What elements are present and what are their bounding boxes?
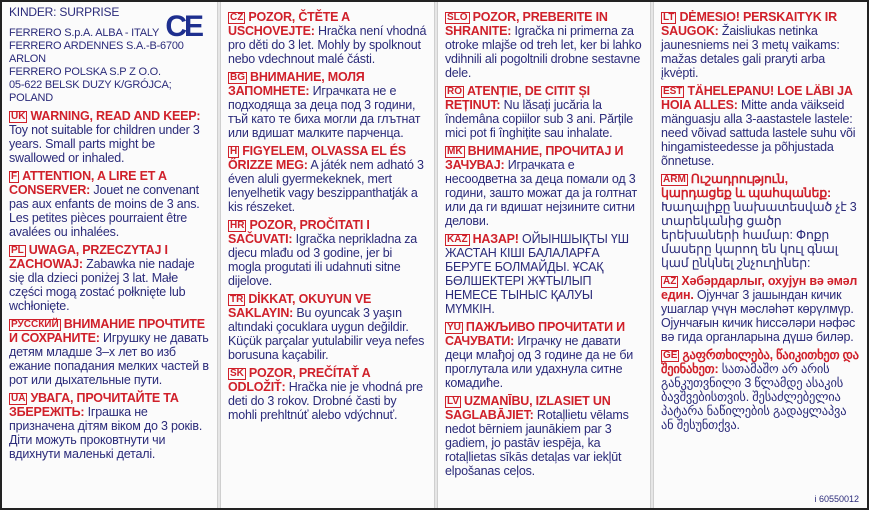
address-line: 05-622 BELSK DUZY K/GRÓJCA; POLAND — [9, 79, 172, 104]
warning-paragraph — [9, 109, 211, 165]
warning-block — [9, 243, 211, 313]
warning-title: UWAGA, PRZECZYTAJ I ZACHOWAJ: — [9, 243, 168, 271]
warning-paragraph — [445, 10, 644, 80]
language-code-badge: KAZ — [447, 234, 468, 245]
warning-paragraph — [445, 394, 644, 478]
warning-paragraph — [228, 10, 428, 66]
language-code-badge: ARM — [663, 174, 686, 185]
warning-title: POZOR, ČTĚTE A USCHOVEJTE: — [228, 10, 350, 38]
warning-block — [228, 366, 428, 422]
warning-paragraph — [228, 366, 428, 422]
warning-title: Хәбәрдарлыг, охујун вә әмәл един. — [661, 274, 858, 302]
warning-block — [661, 84, 861, 168]
language-code-badge: AZ — [663, 276, 677, 287]
warning-title: POZOR, PROČITATI I SAČUVATI: — [228, 218, 370, 246]
language-code-badge: UA — [11, 393, 26, 404]
warning-paragraph — [661, 274, 861, 344]
warning-text: Hračka není vhodná pro děti do 3 let. Mohly by spolknout nebo vdechnout malé části. — [228, 24, 427, 66]
warning-block — [445, 10, 644, 80]
ce-mark: CE — [165, 10, 201, 43]
language-code-badge: CZ — [230, 12, 244, 23]
warning-block — [445, 320, 644, 390]
warning-text: Jouet ne convenant pas aux enfants de moins de 3 ans. Les petites pièces pourraient être avalées ou inhalées. — [9, 183, 200, 239]
column-3 — [438, 2, 650, 508]
warning-title: TÄHELEPANU! LOE LÄBI JA HOIA ALLES: — [661, 84, 853, 112]
product-code: i 60550012 — [814, 494, 859, 504]
warning-block — [9, 317, 211, 387]
warning-text: სათამაშო არ არის განკუთვნილი 3 წლამდე ასაკის ბავშვებისთვის. შესაძლებელია პატარა ნაწილების გადაყლაპვა ან შესუნთქვა. — [661, 362, 847, 432]
warning-text: Zabawka nie nadaje się dla dzieci poniżej 3 lat. Małe części mogą zostać połknięte lub wchłonięte. — [9, 257, 195, 313]
warning-text: Ојунчаг 3 јашындан кичик ушаглар үчүн мәсләһәт көрүлмүр. Ојунчағын кичик һиссәләри нәфәс вә гида органларына дүшә биләр. — [661, 288, 856, 344]
warning-list — [661, 10, 861, 432]
warning-paragraph — [445, 320, 644, 390]
warning-title: POZOR, PREČÍTAŤ A ODLOŽIŤ: — [228, 366, 371, 394]
warning-paragraph — [228, 218, 428, 288]
column-1 — [2, 2, 217, 508]
warning-paragraph — [9, 391, 211, 461]
warning-list — [445, 10, 644, 478]
warning-title: DĖMESIO! PERSKAITYK IR SAUGOK: — [661, 10, 837, 38]
language-code-badge: HR — [230, 220, 245, 231]
language-code-badge: LV — [447, 396, 460, 407]
language-code-badge: MK — [447, 146, 463, 157]
language-code-badge: EST — [663, 86, 683, 97]
brand-title: KINDER: SURPRISE — [9, 5, 120, 19]
warning-text: Rotaļlietu vēlams nedot bērniem jaunākiem par 3 gadiem, jo pastāv iespēja, ka rotaļlietas sīkās detaļas var iekļūt elpošanas ceļos. — [445, 408, 629, 478]
warning-block — [661, 10, 861, 80]
warning-block — [228, 10, 428, 66]
warning-list — [228, 10, 428, 422]
language-code-badge: SLO — [447, 12, 468, 23]
warning-title: UZMANĪBU, IZLASIET UN SAGLABĀJIET: — [445, 394, 611, 422]
language-code-badge: TR — [230, 294, 244, 305]
warning-text: Mitte anda väikseid mänguasju alla 3-aastastele lastele: need võivad sattuda lastele suhu või hingamisteedesse ja põhjustada õnnetuse. — [661, 98, 856, 168]
warning-title: ATENȚIE, DE CITIT ȘI REȚINUT: — [445, 84, 590, 112]
language-code-badge: H — [230, 146, 238, 157]
warning-text: Խաղալիքը նախատեսված չէ 3 տարեկանից ցածր երեխաների համար: Փոքր մասերը կարող են կուլ գնալ կամ ընկնել շնչուղիներ: — [661, 200, 857, 270]
language-code-badge: YU — [447, 322, 461, 333]
warning-paragraph — [228, 144, 428, 214]
column-4 — [654, 2, 867, 508]
warning-paragraph — [445, 144, 644, 228]
warning-text: Igračka ni primerna za otroke mlajše od treh let, ker bi lahko vdihnili ali pogoltnili drobne sestavne dele. — [445, 24, 642, 80]
warning-block — [228, 144, 428, 214]
language-code-badge: BG — [230, 72, 245, 83]
warning-block — [9, 109, 211, 165]
warning-title: WARNING, READ AND KEEP: — [30, 109, 201, 123]
warning-list — [9, 109, 211, 461]
warning-paragraph — [9, 169, 211, 239]
warning-block — [9, 169, 211, 239]
warning-paragraph — [445, 84, 644, 140]
warning-paragraph — [661, 348, 861, 432]
warning-block — [661, 348, 861, 432]
warning-paragraph — [445, 232, 644, 316]
warning-text: Igračka neprikladna za djecu mlađu od 3 godine, jer bi mogla progutati ili udahnuti sitne dijelove. — [228, 232, 418, 288]
warning-paragraph — [661, 84, 861, 168]
warning-title: НАЗАР! — [472, 232, 519, 246]
address-line: FERRERO POLSKA S.P Z O.O. — [9, 66, 161, 78]
warning-paragraph — [661, 172, 861, 270]
warning-title: Ուշադրություն, կարդացեք և պահպանեք: — [661, 172, 831, 200]
warning-text: Bu oyuncak 3 yaşın altındaki çocuklara uygun değildir. Küçük parçalar yutulabilir veya nefes borusuna kaçabilir. — [228, 306, 425, 362]
warning-block — [228, 292, 428, 362]
warning-text: Nu lăsați jucăria la îndemâna copiilor sub 3 ani. Părțile mici pot fi înghițite sau inhalate. — [445, 98, 634, 140]
warning-text: Toy not suitable for children under 3 years. Small parts might be swallowed or inhaled. — [9, 123, 200, 165]
warning-paragraph — [9, 243, 211, 313]
warning-title: გაფრთხილება, წაიკითხეთ და შეინახეთ: — [661, 348, 859, 376]
warning-title: FIGYELEM, OLVASSA EL ÉS ŐRIZZE MEG: — [228, 144, 406, 172]
warning-block — [445, 84, 644, 140]
warning-title: POZOR, PREBERITE IN SHRANITE: — [445, 10, 608, 38]
column-2 — [221, 2, 434, 508]
warning-title: DİKKAT, OKUYUN VE SAKLAYIN: — [228, 292, 372, 320]
address-line: FERRERO S.p.A. ALBA - ITALY — [9, 27, 160, 39]
warning-title: ВНИМАНИЕ, ПРОЧИТАЈ И ЗАЧУВАЈ: — [445, 144, 624, 172]
warning-block — [9, 391, 211, 461]
warning-block — [661, 274, 861, 344]
warning-text: A játék nem adható 3 éven aluli gyermekeknek, mert lenyelhetik vagy beszippanthatják a kis részeket. — [228, 158, 424, 214]
warning-text: Игрушку не давать детям младше 3–х лет во изб ежание попадания мелких частей в рот или дыхательные пути. — [9, 331, 209, 387]
warning-block — [445, 394, 644, 478]
warning-paragraph — [9, 317, 211, 387]
warning-title: УВАГА, ПРОЧИТАЙТЕ ТА ЗБЕРЕЖІТЬ: — [9, 391, 179, 419]
warning-text: Играчку не давати деци млађој од 3 године да не би проглутала или удахнула ситне комадиће. — [445, 334, 634, 390]
warning-text: Hračka nie je vhodná pre deti do 3 rokov. Drobné časti by mohli prehltnúť alebo vdýchnuť. — [228, 380, 423, 422]
language-code-badge: РУССКИЙ — [11, 319, 59, 330]
warning-title: ПАЖЉИВО ПРОЧИТАТИ И САЧУВАТИ: — [445, 320, 625, 348]
language-code-badge: F — [11, 171, 18, 182]
warning-text: Играчката е несоодветна за деца помали од 3 години, зашто можат да ја голтнат или да ги вдишат нејзините ситни делови. — [445, 158, 638, 228]
warning-text: Іграшка не призначена дітям віком до 3 років. Діти можуть проковтнути чи вдихнути маленькі деталі. — [9, 405, 203, 461]
warning-block — [228, 218, 428, 288]
warning-block — [445, 144, 644, 228]
warning-block — [445, 232, 644, 316]
warning-paragraph — [661, 10, 861, 80]
address-line: FERRERO ARDENNES S.A.-B-6700 ARLON — [9, 40, 184, 65]
language-code-badge: LT — [663, 12, 675, 23]
warning-title: ВНИМАНИЕ, МОЛЯ ЗАПОМНЕТЕ: — [228, 70, 365, 98]
warning-title: ATTENTION, A LIRE ET A CONSERVER: — [9, 169, 167, 197]
warning-text: ОЙЫНШЫҚТЫ ҮШ ЖАСТАН КІШІ БАЛАЛАРҒА БЕРУГЕ БОЛМАЙДЫ. ҰСАҚ БӨЛШЕКТЕРІ ЖҰТЫЛЫП НЕМЕСЕ ТЫНЫС ҚАЛУЫ МҮМКІН. — [445, 232, 629, 316]
language-code-badge: UK — [11, 111, 26, 122]
warning-text: Žaisliukas netinka jaunesniems nei 3 metų vaikams: mažas detales gali praryti arba įkvėpti. — [661, 24, 840, 80]
warning-block — [661, 172, 861, 270]
warning-paragraph — [228, 292, 428, 362]
warning-text: Играчката не е подходяща за деца под 3 години, тъй като те биха могли да глътнат или вдишат малките парченца. — [228, 84, 421, 140]
warning-title: ВНИМАНИЕ ПРОЧТИТЕ И СОХРАНИТЕ: — [9, 317, 205, 345]
language-code-badge: PL — [11, 245, 24, 256]
language-code-badge: SK — [230, 368, 244, 379]
warning-paragraph — [228, 70, 428, 140]
warning-block — [228, 70, 428, 140]
language-code-badge: RO — [447, 86, 462, 97]
language-code-badge: GE — [663, 350, 678, 361]
